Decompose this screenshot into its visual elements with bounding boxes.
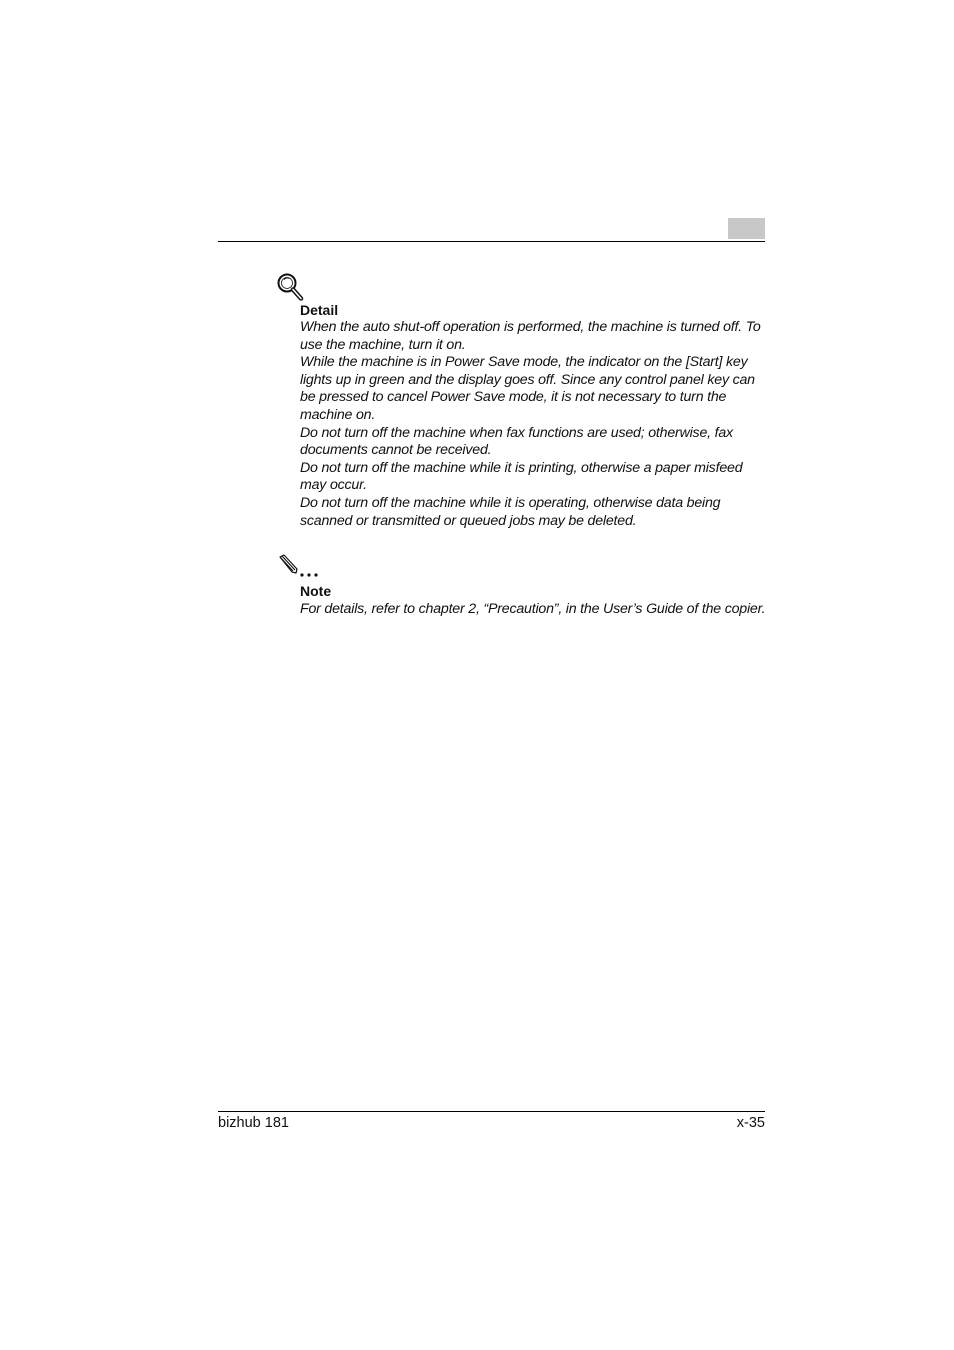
header-rule <box>218 241 765 242</box>
footer-rule <box>218 1111 765 1112</box>
detail-paragraph: Do not turn off the machine when fax functions are used; otherwise, fax documents cannot be received. <box>300 424 733 459</box>
page-number: x-35 <box>736 1115 765 1131</box>
detail-paragraph: When the auto shut-off operation is performed, the machine is turned off. To use the machine, turn it on. <box>300 319 761 353</box>
footer-product-name: bizhub 181 <box>218 1115 289 1131</box>
detail-label: Detail <box>300 302 339 318</box>
magnifier-icon <box>276 272 304 302</box>
note-paragraph: For details, refer to chapter 2, “Precaution”, in the User’s Guide of the copier. <box>300 601 766 617</box>
chapter-tab <box>728 218 765 239</box>
detail-paragraph: Do not turn off the machine while it is printing, otherwise a paper misfeed may occur. <box>300 459 743 494</box>
note-body <box>300 601 770 619</box>
pencil-icon <box>276 554 324 580</box>
detail-body <box>300 319 770 530</box>
detail-paragraph: Do not turn off the machine while it is operating, otherwise data being scanned or transmitted or queued jobs may be deleted. <box>300 494 721 529</box>
detail-paragraph: While the machine is in Power Save mode, the indicator on the [Start] key lights up in green and the display goes off. Since any control panel key can be pressed to cancel Power Save mode, it is not necessary to turn the machine on. <box>300 354 755 423</box>
note-label: Note <box>300 583 332 599</box>
